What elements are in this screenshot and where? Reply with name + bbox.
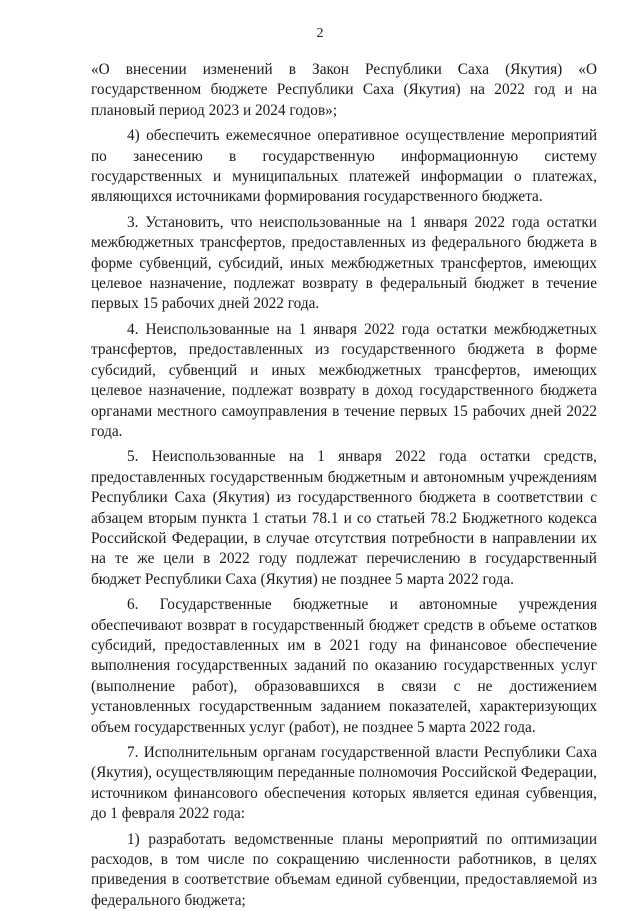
paragraph-6: 6. Государственные бюджетные и автономные учреждения обеспечивают возврат в государственный бюджет средств в объеме остатков субсидий, предоставленных им в 2021 году на финансовое обеспечение выполнения государственных заданий по оказанию государственных услуг (выполнение работ), образовавшихся в связи с не достижением установленных государственным заданием показателей, характеризующих объем государственных услуг (работ), не позднее 5 марта 2022 года. xyxy=(91,596,597,736)
paragraph-5: 5. Неиспользованные на 1 января 2022 года остатки средств, предоставленных государственным бюджетным и автономным учреждениям Республики Саха (Якутия) из государственного бюджета в соответствии с абзацем вторым пункта 1 статьи 78.1 и со статьей 78.2 Бюджетного кодекса Российской Федерации, в случае отсутствия потребности в направлении их на те же цели в 2022 году подлежат перечислению в государственный бюджет Республики Саха (Якутия) не позднее 5 марта 2022 года. xyxy=(91,448,597,588)
paragraph-3: 3. Установить, что неиспользованные на 1 января 2022 года остатки межбюджетных трансфертов, предоставленных из федерального бюджета в форме субвенций, субсидий, иных межбюджетных трансфертов, имеющих целевое назначение, подлежат возврату в федеральный бюджет в течение первых 15 рабочих дней 2022 года. xyxy=(91,213,597,313)
paragraph-7-item-1: 1) разработать ведомственные планы мероприятий по оптимизации расходов, в том числе по сокращению численности работников, в целях приведения в соответствие объемам единой субвенции, предоставляемой из федерального бюджета; xyxy=(91,830,597,909)
document-body xyxy=(91,60,597,911)
paragraph-continuation: «О внесении изменений в Закон Республики Саха (Якутия) «О государственном бюджете Республики Саха (Якутия) на 2022 год и на плановый период 2023 и 2024 годов»; xyxy=(91,61,597,119)
paragraph-7: 7. Исполнительным органам государственной власти Республики Саха (Якутия), осуществляющим переданные полномочия Российской Федерации, источником финансового обеспечения которых является единая субвенция, до 1 февраля 2022 года: xyxy=(91,744,597,823)
paragraph-item-4: 4) обеспечить ежемесячное оперативное осуществление мероприятий по занесению в государственную информационную систему государственных и муниципальных платежей информации о платежах, являющихся источниками формирования государственного бюджета. xyxy=(91,127,597,206)
paragraph-4: 4. Неиспользованные на 1 января 2022 года остатки межбюджетных трансфертов, предоставленных из государственного бюджета в форме субсидий, субвенций и иных межбюджетных трансфертов, имеющих целевое назначение, подлежат возврату в доход государственного бюджета органами местного самоуправления в течение первых 15 рабочих дней 2022 года. xyxy=(91,320,597,440)
page-number: 2 xyxy=(316,26,324,41)
